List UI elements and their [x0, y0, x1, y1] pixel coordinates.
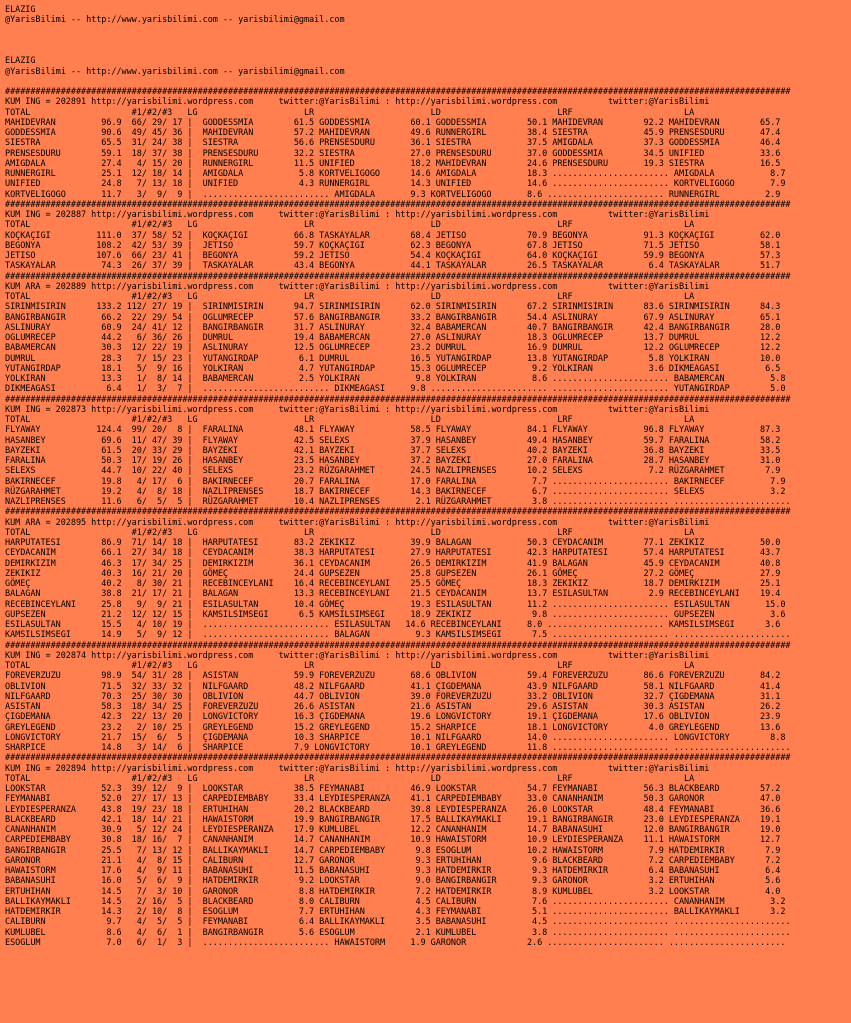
report-line: FARALINA 50.3 17/ 19/ 26 | HASANBEY 23.5 HASANBEY 37.2 BAYZEKI 27.0 FARALINA 28.7 HASANBEY 31.0: [5, 456, 781, 466]
report-line: CALIBURN 9.7 4/ 5/ 5 | FEYMANABI 6.4 BALLIKAYMAKLI 3.5 BABANASUHI 4.5 ....................... .......................: [5, 917, 791, 928]
report-line: [5, 36, 851, 46]
report-line: UNIFIED 24.8 7/ 13/ 18 | UNIFIED 4.3 RUNNERGIRL 14.3 UNIFIED 14.6 ....................... KORTVELIGOGO 7.9: [5, 179, 786, 190]
separator-line: ###########################################################################################################################################################: [5, 199, 791, 210]
separator-line: ###########################################################################################################################################################: [5, 87, 791, 97]
report-line: ASLINURAY 60.9 24/ 41/ 12 | BANGIRBANGIR 31.7 ASLINURAY 32.4 BABAMERCAN 40.7 BANGIRBANGIR 42.4 BANGIRBANGIR 28.0: [5, 322, 781, 333]
report-line: @YarisBilimi -- http://www.yarisbilimi.com -- yarisbilimi@gmail.com: [5, 66, 345, 77]
report-line: @YarisBilimi -- http://www.yarisbilimi.com -- yarisbilimi@gmail.com: [5, 15, 345, 26]
report-line: [5, 26, 851, 36]
report-line: NAZLIPRENSES 11.6 6/ 5/ 5 | RÜZGARAHMET 10.4 NAZLIPRENSES 2.1 RÜZGARAHMET 3.8 ....................... .......................: [5, 497, 791, 507]
report-line: BEGONYA 108.2 42/ 53/ 39 | JETISO 59.7 KOÇKAÇIGI 62.3 BEGONYA 67.8 JETISO 71.5 JETISO 58.1: [5, 240, 781, 251]
report-line: KUM ING = 202873 http://yarisbilimi.wordpress.com twitter:@YarisBilimi : http://yarisbilimi.wordpress.com twitter:@YarisBilimi: [5, 404, 710, 415]
report-line: CEYDACANIM 66.1 27/ 34/ 18 | CEYDACANIM 38.3 HARPUTATESI 27.9 HARPUTATESI 42.3 HARPUTATESI 57.4 HARPUTATESI 43.7: [5, 548, 781, 559]
report-line: BANGIRBANGIR 66.2 22/ 29/ 54 | OGLUMRECEP 57.6 BANGIRBANGIR 33.2 BANGIRBANGIR 54.4 ASLINURAY 67.9 ASLINURAY 65.1: [5, 312, 781, 323]
report-line: FLYAWAY 124.4 99/ 20/ 8 | FARALINA 48.1 FLYAWAY 58.5 FLYAWAY 84.1 FLYAWAY 96.8 FLYAWAY 87.3: [5, 425, 781, 436]
report-line: KUM ARA = 202895 http://yarisbilimi.wordpress.com twitter:@YarisBilimi : http://yarisbilimi.wordpress.com twitter:@YarisBilimi: [5, 517, 710, 528]
report-line: ÇIGDEMANA 42.3 22/ 13/ 20 | LONGVICTORY 16.3 ÇIGDEMANA 19.6 LONGVICTORY 19.1 ÇIGDEMANA 17.6 OBLIVION 23.9: [5, 712, 781, 723]
report-line: HARPUTATESI 86.9 71/ 14/ 18 | HARPUTATESI 83.2 ZEKIKIZ 39.9 BALAGAN 50.3 CEYDACANIM 77.1 ZEKIKIZ 50.0: [5, 538, 781, 548]
report-line: NILFGAARD 70.3 25/ 30/ 30 | OBLIVION 44.7 OBLIVION 39.0 FOREVERZUZU 33.2 OBLIVION 32.7 ÇIGDEMANA 31.1: [5, 691, 781, 702]
report-line: DIKMEAGASI 6.4 1/ 3/ 7 | ......................... DIKMEAGASI 9.8 ....................... ....................... YUTANGIRDAP 5.0: [5, 384, 786, 395]
report-line: [5, 46, 851, 56]
report-line: ERTUHIHAN 14.5 7/ 3/ 10 | GARONOR 8.8 HATDEMIRKIR 7.2 HATDEMIRKIR 8.9 KUMLUBEL 3.2 LOOKSTAR 4.0: [5, 886, 781, 897]
report-line: KAMSILSIMSEGI 14.9 5/ 9/ 12 | ......................... BALAGAN 9.3 KAMSILSIMSEGI 7.5 ....................... .......................: [5, 630, 791, 641]
report-line: TOTAL #1/#2/#3 LG LR LD LRF LA: [5, 107, 695, 118]
report-line: TOTAL #1/#2/#3 LG LR LD LRF LA: [5, 661, 695, 671]
report-line: KUM ING = 202891 http://yarisbilimi.wordpress.com twitter:@YarisBilimi : http://yarisbilimi.wordpress.com twitter:@YarisBilimi: [5, 97, 710, 108]
report-line: RECEBINCEYLANI 25.8 9/ 9/ 21 | ESILASULTAN 10.4 GÖMEÇ 19.3 ESILASULTAN 11.2 ....................... ESILASULTAN 15.0: [5, 599, 786, 610]
report-line: GREYLEGEND 23.2 2/ 10/ 25 | GREYLEGEND 15.2 GREYLEGEND 15.2 SHARPICE 18.1 LONGVICTORY 4.0 GREYLEGEND 13.6: [5, 722, 781, 733]
report-line: RUNNERGIRL 25.1 12/ 18/ 14 | AMIGDALA 5.8 KORTVELIGOGO 14.6 AMIGDALA 18.3 ....................... AMIGDALA 8.7: [5, 169, 786, 179]
report-line: SIESTRA 65.5 31/ 24/ 38 | SIESTRA 56.6 PRENSESDURU 36.1 SIESTRA 37.5 AMIGDALA 37.3 GODDESSMIA 46.4: [5, 138, 781, 149]
report-line: ASISTAN 58.3 18/ 34/ 25 | FOREVERZUZU 26.6 ASISTAN 21.6 ASISTAN 29.6 ASISTAN 30.3 ASISTAN 26.2: [5, 702, 781, 712]
report-line: YUTANGIRDAP 18.1 5/ 9/ 16 | YOLKIRAN 4.7 YUTANGIRDAP 15.3 OGLUMRECEP 9.2 YOLKIRAN 3.6 DIKMEAGASI 6.5: [5, 363, 781, 374]
report-line: HATDEMIRKIR 14.3 2/ 10/ 8 | ESOGLUM 7.7 ERTUHIHAN 4.3 FEYMANABI 5.1 ....................... BALLIKAYMAKLI 3.2: [5, 907, 786, 917]
report-line: JETISO 107.6 66/ 23/ 41 | BEGONYA 59.2 JETISO 54.4 KOÇKAÇIGI 64.0 KOÇKAÇIGI 59.9 BEGONYA 57.3: [5, 251, 781, 261]
report-line: SELEXS 44.7 10/ 22/ 40 | SELEXS 23.2 RÜZGARAHMET 24.5 NAZLIPRENSES 10.2 SELEXS 7.2 RÜZGARAHMET 7.9: [5, 466, 781, 477]
report-line: ELAZIG: [5, 56, 36, 67]
report-line: TOTAL #1/#2/#3 LG LR LD LRF LA: [5, 220, 695, 231]
report-line: TOTAL #1/#2/#3 LG LR LD LRF LA: [5, 773, 695, 784]
report-line: KOÇKAÇIGI 111.0 37/ 58/ 52 | KOÇKAÇIGI 66.8 TASKAYALAR 68.4 JETISO 70.9 BEGONYA 91.3 KOÇKAÇIGI 62.0: [5, 230, 781, 241]
report-line: AMIGDALA 27.4 4/ 15/ 20 | RUNNERGIRL 11.5 UNIFIED 18.2 MAHIDEVRAN 24.6 PRENSESDURU 19.3 SIESTRA 16.5: [5, 158, 781, 169]
report-line: ZEKIKIZ 40.3 16/ 21/ 20 | GÖMEÇ 24.4 GUPSEZEN 25.8 GUPSEZEN 26.1 GÖMEÇ 27.2 GÖMEÇ 27.9: [5, 568, 781, 579]
report-line: SIRINMISIRIN 133.2 112/ 27/ 19 | SIRINMISIRIN 94.7 SIRINMISIRIN 62.0 SIRINMISIRIN 67.2 SIRINMISIRIN 83.6 SIRINMISIRIN 84.3: [5, 302, 781, 313]
report-line: KUM ARA = 202889 http://yarisbilimi.wordpress.com twitter:@YarisBilimi : http://yarisbilimi.wordpress.com twitter:@YarisBilimi: [5, 281, 710, 292]
report-line: GARONOR 21.1 4/ 8/ 15 | CALIBURN 12.7 GARONOR 9.3 ERTUHIHAN 9.6 BLACKBEARD 7.2 CARPEDIEMBABY 7.2: [5, 855, 781, 866]
report-line: ESOGLUM 7.0 6/ 1/ 3 | ......................... HAWAISTORM 1.9 GARONOR 2.6 ....................... .......................: [5, 937, 786, 948]
report-line: TOTAL #1/#2/#3 LG LR LD LRF LA: [5, 527, 695, 538]
report-line: ELAZIG: [5, 5, 36, 15]
report-line: CARPEDIEMBABY 30.8 18/ 16/ 7 | CANANHANIM 14.7 CANANHANIM 10.9 HAWAISTORM 10.9 LEYDIESPERANZA 11.1 HAWAISTORM 12.7: [5, 835, 781, 846]
report-line: HASANBEY 69.6 11/ 47/ 39 | FLYAWAY 42.5 SELEXS 37.9 HASANBEY 49.4 HASANBEY 59.7 FARALINA 58.2: [5, 435, 781, 446]
report-line: BAKIRNECEF 19.8 4/ 17/ 6 | BAKIRNECEF 20.7 FARALINA 17.0 FARALINA 7.7 ....................... BAKIRNECEF 7.9: [5, 476, 786, 487]
report-line: HAWAISTORM 17.6 4/ 9/ 11 | BABANASUHI 11.5 BABANASUHI 9.3 HATDEMIRKIR 9.3 HATDEMIRKIR 6.4 BABANASUHI 6.4: [5, 866, 781, 876]
report-line: KUM ING = 202894 http://yarisbilimi.wordpress.com twitter:@YarisBilimi : http://yarisbilimi.wordpress.com twitter:@YarisBilimi: [5, 763, 710, 774]
report-line: TASKAYALAR 74.3 26/ 37/ 39 | TASKAYALAR 43.4 BEGONYA 44.1 TASKAYALAR 26.5 TASKAYALAR 6.4 TASKAYALAR 51.7: [5, 261, 781, 272]
report-line: LONGVICTORY 21.7 15/ 6/ 5 | ÇIGDEMANA 10.3 SHARPICE 10.1 NILFGAARD 14.0 ....................... LONGVICTORY 8.8: [5, 732, 786, 743]
report-line: KUMLUBEL 8.6 4/ 6/ 1 | BANGIRBANGIR 5.6 ESOGLUM 2.1 KUMLUBEL 3.8 ....................... .......................: [5, 927, 791, 938]
report-line: CANANHANIM 30.9 5/ 12/ 24 | LEYDIESPERANZA 17.9 KUMLUBEL 12.2 CANANHANIM 14.7 BABANASUHI 12.0 BANGIRBANGIR 19.0: [5, 825, 781, 835]
separator-line: ###########################################################################################################################################################: [5, 394, 791, 405]
report-line: GODDESSMIA 90.6 49/ 45/ 36 | MAHIDEVRAN 57.2 MAHIDEVRAN 49.6 RUNNERGIRL 38.4 SIESTRA 45.9 PRENSESDURU 47.4: [5, 128, 781, 138]
report-line: MAHIDEVRAN 96.9 66/ 29/ 17 | GODDESSMIA 61.5 GODDESSMIA 60.1 GODDESSMIA 50.1 MAHIDEVRAN 92.2 MAHIDEVRAN 65.7: [5, 117, 781, 128]
separator-line: ###########################################################################################################################################################: [5, 507, 791, 518]
report-line: GUPSEZEN 21.2 12/ 12/ 15 | KAMSILSIMSEGI 6.5 KAMSILSIMSEGI 18.9 ZEKIKIZ 9.8 ....................... GUPSEZEN 3.6: [5, 609, 786, 620]
report-line: FEYMANABI 52.0 27/ 17/ 13 | CARPEDIEMBABY 33.4 LEYDIESPERANZA 41.1 CARPEDIEMBABY 33.0 CANANHANIM 50.3 GARONOR 47.0: [5, 794, 781, 805]
report-line: LOOKSTAR 52.3 39/ 12/ 9 | LOOKSTAR 38.5 FEYMANABI 46.9 LOOKSTAR 54.7 FEYMANABI 56.3 BLACKBEARD 57.2: [5, 784, 781, 794]
report-line: BABANASUHI 16.0 5/ 6/ 9 | HATDEMIRKIR 9.2 LOOKSTAR 9.0 BANGIRBANGIR 9.3 GARONOR 3.2 ERTUHIHAN 5.6: [5, 876, 781, 887]
report-line: BLACKBEARD 42.1 18/ 14/ 21 | HAWAISTORM 19.9 BANGIRBANGIR 17.5 BALLIKAYMAKLI 19.1 BANGIRBANGIR 23.0 LEYDIESPERANZA 19.1: [5, 814, 781, 825]
report-line: BALLIKAYMAKLI 14.5 2/ 16/ 5 | BLACKBEARD 8.0 CALIBURN 4.5 CALIBURN 7.6 ....................... CANANHANIM 3.2: [5, 896, 786, 907]
report-line: [5, 77, 851, 87]
report-line: DEMIRKIZIM 46.3 17/ 34/ 25 | DEMIRKIZIM 36.1 CEYDACANIM 26.5 DEMIRKIZIM 41.9 BALAGAN 45.9 CEYDACANIM 40.8: [5, 558, 781, 569]
report-line: KORTVELIGOGO 11.7 3/ 9/ 9 | ......................... AMIGDALA 9.3 KORTVELIGOGO 8.6 ....................... RUNNERGIRL 2.9: [5, 189, 781, 200]
report-line: KUM ING = 202874 http://yarisbilimi.wordpress.com twitter:@YarisBilimi : http://yarisbilimi.wordpress.com twitter:@YarisBilimi: [5, 650, 710, 661]
report-line: BALAGAN 38.8 21/ 17/ 21 | BALAGAN 13.3 RECEBINCEYLANI 21.5 CEYDACANIM 13.7 ESILASULTAN 2.9 RECEBINCEYLANI 19.4: [5, 589, 781, 600]
report-line: KUM ING = 202887 http://yarisbilimi.wordpress.com twitter:@YarisBilimi : http://yarisbilimi.wordpress.com twitter:@YarisBilimi: [5, 210, 710, 220]
report-line: PRENSESDURU 59.1 18/ 37/ 38 | PRENSESDURU 32.2 SIESTRA 27.0 PRENSESDURU 37.0 GODDESSMIA 34.5 UNIFIED 33.6: [5, 148, 781, 159]
report-line: BAYZEKI 61.5 20/ 33/ 29 | BAYZEKI 42.1 BAYZEKI 37.7 SELEXS 40.2 BAYZEKI 36.8 BAYZEKI 33.5: [5, 445, 781, 456]
report-line: RÜZGARAHMET 19.2 4/ 8/ 18 | NAZLIPRENSES 18.7 BAKIRNECEF 14.3 BAKIRNECEF 6.7 ....................... SELEXS 3.2: [5, 486, 786, 497]
report-line: BANGIRBANGIR 25.5 7/ 13/ 12 | BALLIKAYMAKLI 14.7 CARPEDIEMBABY 9.8 ESOGLUM 10.2 HAWAISTORM 7.9 HATDEMIRKIR 7.9: [5, 845, 781, 856]
separator-line: ###########################################################################################################################################################: [5, 271, 791, 282]
report-line: SHARPICE 14.8 3/ 14/ 6 | SHARPICE 7.9 LONGVICTORY 10.1 GREYLEGEND 11.8 ....................... .......................: [5, 743, 791, 753]
report-line: TOTAL #1/#2/#3 LG LR LD LRF LA: [5, 415, 695, 425]
report-line: BABAMERCAN 30.3 12/ 22/ 19 | ASLINURAY 12.5 OGLUMRECEP 23.2 DUMRUL 16.9 DUMRUL 12.2 OGLUMRECEP 12.2: [5, 343, 781, 354]
separator-line: ###########################################################################################################################################################: [5, 753, 791, 764]
report-line: OGLUMRECEP 44.2 6/ 36/ 26 | DUMRUL 19.4 BABAMERCAN 27.0 ASLINURAY 18.3 OGLUMRECEP 13.7 DUMRUL 12.2: [5, 333, 781, 343]
report-line: OBLIVION 71.5 32/ 33/ 32 | NILFGAARD 48.2 NILFGAARD 41.1 ÇIGDEMANA 43.9 NILFGAARD 58.1 NILFGAARD 41.4: [5, 681, 781, 692]
report-line: GÖMEÇ 40.2 8/ 30/ 21 | RECEBINCEYLANI 16.4 RECEBINCEYLANI 25.5 GÖMEÇ 18.3 ZEKIKIZ 18.7 DEMIRKIZIM 25.1: [5, 579, 781, 589]
report-line: FOREVERZUZU 98.9 54/ 31/ 28 | ASISTAN 59.9 FOREVERZUZU 68.6 OBLIVION 59.4 FOREVERZUZU 86.6 FOREVERZUZU 84.2: [5, 671, 781, 682]
report-line: TOTAL #1/#2/#3 LG LR LD LRF LA: [5, 292, 695, 302]
separator-line: ###########################################################################################################################################################: [5, 640, 791, 651]
report-line: DUMRUL 28.3 7/ 15/ 23 | YUTANGIRDAP 6.1 DUMRUL 16.5 YUTANGIRDAP 13.8 YUTANGIRDAP 5.8 YOLKIRAN 10.0: [5, 353, 781, 364]
report-line: YOLKIRAN 13.3 1/ 8/ 14 | BABAMERCAN 2.5 YOLKIRAN 9.8 YOLKIRAN 8.6 ....................... BABAMERCAN 5.8: [5, 374, 786, 384]
report-line: LEYDIESPERANZA 43.8 19/ 23/ 18 | ERTUHIHAN 20.2 BLACKBEARD 39.8 LEYDIESPERANZA 26.0 LOOKSTAR 48.4 FEYMANABI 36.6: [5, 804, 781, 815]
report-line: ESILASULTAN 15.5 4/ 10/ 19 | ......................... ESILASULTAN 14.6 RECEBINCEYLANI 8.0 ....................... KAMSILSIMSEGI 3.6: [5, 620, 781, 630]
